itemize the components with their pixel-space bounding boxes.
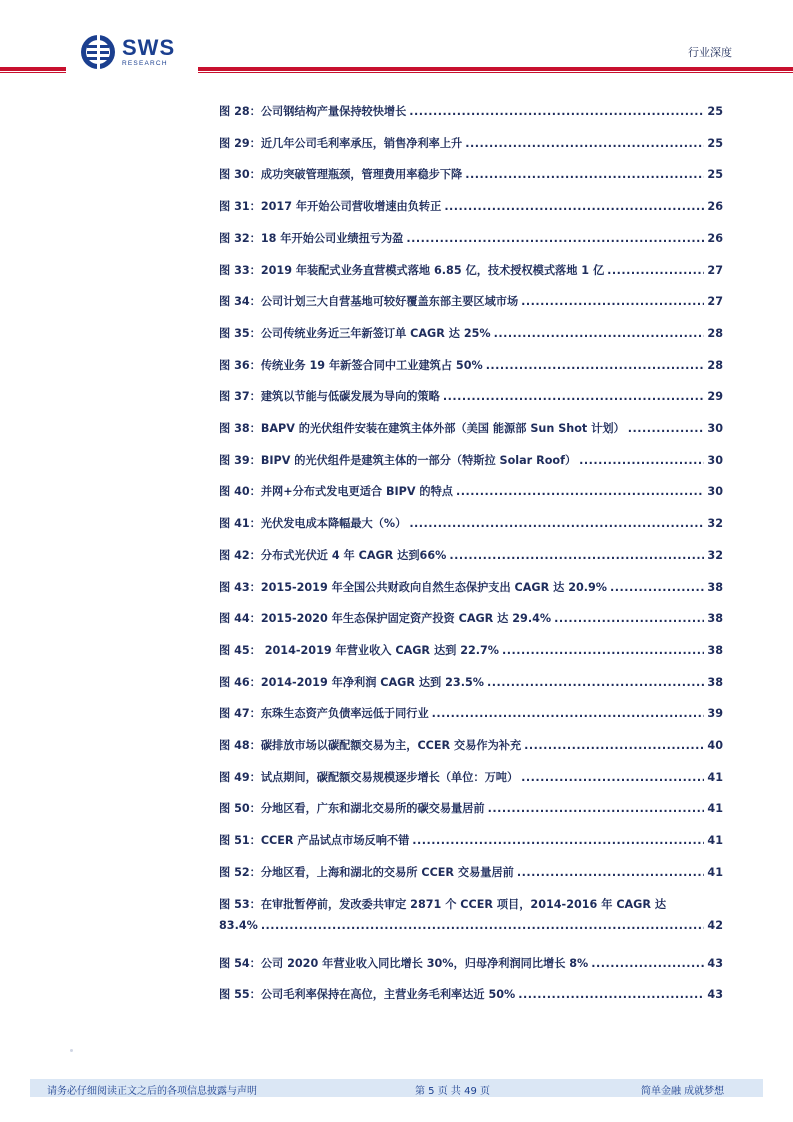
footer-page-number: 第 5 页 共 49 页 xyxy=(415,1086,490,1097)
toc-entry-title: 图 44：2015-2020 年生态保护固定资产投资 CAGR 达 29.4% xyxy=(219,612,552,626)
toc-entry-title: 图 35：公司传统业务近三年新签订单 CAGR 达 25% xyxy=(219,326,491,340)
toc-leader-dots xyxy=(607,264,704,277)
toc-entry-page: 26 xyxy=(707,231,723,245)
toc-entry[interactable] xyxy=(219,293,723,309)
toc-entry-title: 图 42：分布式光伏近 4 年 CAGR 达到66% xyxy=(219,548,447,562)
toc-leader-dots xyxy=(432,707,705,720)
toc-entry[interactable] xyxy=(219,452,723,468)
toc-leader-dots xyxy=(443,390,705,403)
logo-name: SWS xyxy=(122,34,176,60)
toc-entry-title: 图 49：试点期间，碳配额交易规模逐步增长（单位：万吨） xyxy=(219,770,519,784)
toc-entry-page: 28 xyxy=(707,358,723,372)
toc-entry[interactable] xyxy=(219,737,723,753)
toc-entry-title: 图 39：BIPV 的光伏组件是建筑主体的一部分（特斯拉 Solar Roof） xyxy=(219,453,577,467)
toc-entry-title: 图 55：公司毛利率保持在高位，主营业务毛利率达近 50% xyxy=(219,988,516,1002)
toc-leader-dots xyxy=(517,866,705,879)
sws-logo xyxy=(80,30,175,74)
toc-entry-page: 41 xyxy=(707,834,723,848)
toc-leader-dots xyxy=(554,612,704,625)
toc-entry-page: 32 xyxy=(707,517,723,531)
toc-entry-page: 25 xyxy=(707,105,723,118)
footer-disclaimer: 请务必仔细阅读正文之后的各项信息披露与声明 xyxy=(47,1086,257,1097)
toc-leader-dots xyxy=(610,581,704,594)
toc-entry-title: 图 50：分地区看，广东和湖北交易所的碳交易量居前 xyxy=(219,802,485,816)
logo-subtitle: RESEARCH xyxy=(122,59,168,67)
toc-leader-dots xyxy=(465,168,704,181)
toc-leader-dots xyxy=(409,517,704,530)
toc-leader-dots xyxy=(524,739,704,752)
toc-entry-page: 43 xyxy=(707,956,723,970)
toc-entry-page: 41 xyxy=(707,865,723,879)
report-type-label: 行业深度 xyxy=(688,46,732,59)
toc-entry-title: 图 37：建筑以节能与低碳发展为导向的策略 xyxy=(219,390,440,404)
toc-entry-page: 30 xyxy=(707,485,723,499)
decorative-dot xyxy=(70,1049,73,1052)
toc-entry[interactable] xyxy=(219,388,723,404)
toc-leader-dots xyxy=(518,988,704,1001)
toc-leader-dots xyxy=(486,359,705,372)
toc-entry-title: 图 33：2019 年装配式业务直营模式落地 6.85 亿，技术授权模式落地 1 亿 xyxy=(219,263,605,277)
toc-entry[interactable] xyxy=(219,986,723,1002)
toc-entry-page: 30 xyxy=(707,453,723,467)
toc-leader-dots xyxy=(444,200,704,213)
toc-entry[interactable] xyxy=(219,547,723,563)
toc-entry-page: 26 xyxy=(707,200,723,214)
toc-entry-title: 图 45： 2014-2019 年营业收入 CAGR 达到 22.7% xyxy=(219,643,500,657)
toc-leader-dots xyxy=(579,454,704,467)
toc-entry[interactable] xyxy=(219,483,723,499)
toc-leader-dots xyxy=(456,485,704,498)
toc-entry-page: 39 xyxy=(707,707,723,721)
toc-entry[interactable] xyxy=(219,674,723,690)
sws-logo-icon xyxy=(80,34,116,70)
header-rule-left-thin xyxy=(0,72,66,73)
toc-entry-title: 图 36：传统业务 19 年新签合同中工业建筑占 50% xyxy=(219,358,483,372)
toc-entry[interactable] xyxy=(219,135,723,151)
toc-entry-page: 38 xyxy=(707,643,723,657)
toc-leader-dots xyxy=(521,295,704,308)
toc-entry[interactable] xyxy=(219,262,723,278)
toc-leader-dots xyxy=(261,919,705,932)
toc-entry[interactable] xyxy=(219,610,723,626)
toc-entry[interactable] xyxy=(219,832,723,848)
toc-entry-title: 图 40：并网+分布式发电更适合 BIPV 的特点 xyxy=(219,485,453,499)
toc-entry-title: 图 38：BAPV 的光伏组件安装在建筑主体外部（美国 能源部 Sun Shot 计划） xyxy=(219,422,625,435)
toc-entry[interactable] xyxy=(219,420,723,436)
toc-entry[interactable] xyxy=(219,800,723,816)
toc-entry-page: 27 xyxy=(707,295,723,309)
toc-entry[interactable] xyxy=(219,769,723,785)
toc-entry-title: 图 47：东珠生态资产负债率远低于同行业 xyxy=(219,707,429,721)
page-footer xyxy=(30,1079,763,1097)
toc-entry[interactable] xyxy=(219,705,723,721)
toc-entry-title: 图 51：CCER 产品试点市场反响不错 xyxy=(219,834,410,848)
toc-entry-title: 图 29：近几年公司毛利率承压，销售净利率上升 xyxy=(219,136,463,150)
toc-entry-page: 38 xyxy=(707,580,723,594)
toc-entry-title: 图 52：分地区看，上海和湖北的交易所 CCER 交易量居前 xyxy=(219,865,514,879)
toc-entry[interactable] xyxy=(219,103,723,119)
toc-leader-dots xyxy=(591,957,704,970)
toc-entry-title: 图 31：2017 年开始公司营收增速由负转正 xyxy=(219,200,442,214)
toc-entry-title: 图 54：公司 2020 年营业收入同比增长 30%，归母净利润同比增长 8% xyxy=(219,956,589,970)
toc-leader-dots xyxy=(488,802,705,815)
toc-entry-title: 图 32：18 年开始公司业绩扭亏为盈 xyxy=(219,231,404,245)
toc-leader-dots xyxy=(502,644,704,657)
toc-entry-title: 图 28：公司钢结构产量保持较快增长 xyxy=(219,105,407,118)
header-rule-right-thin xyxy=(198,72,793,73)
toc-leader-dots xyxy=(521,771,704,784)
toc-entry[interactable] xyxy=(219,230,723,246)
toc-entry-wrapped[interactable] xyxy=(219,896,723,932)
footer-slogan: 简单金融 成就梦想 xyxy=(641,1086,725,1097)
toc-entry[interactable] xyxy=(219,515,723,531)
toc-entry-title: 图 41：光伏发电成本降幅最大（%） xyxy=(219,517,407,531)
header-rule-right xyxy=(198,67,793,71)
toc-entry-page: 32 xyxy=(707,548,723,562)
toc-leader-dots xyxy=(494,327,705,340)
header-rule-left xyxy=(0,67,66,71)
toc-entry-title: 图 34：公司计划三大自营基地可较好覆盖东部主要区域市场 xyxy=(219,295,519,309)
toc-entry-page: 27 xyxy=(707,263,723,277)
toc-entry-page: 25 xyxy=(707,168,723,182)
toc-leader-dots xyxy=(449,549,704,562)
page-header xyxy=(0,0,793,80)
toc-leader-dots xyxy=(465,137,704,150)
toc-leader-dots xyxy=(412,834,704,847)
toc-leader-dots xyxy=(409,105,704,118)
toc-entry[interactable] xyxy=(219,579,723,595)
toc-entry-title: 图 30：成功突破管理瓶颈，管理费用率稳步下降 xyxy=(219,168,463,182)
toc-entry-page: 40 xyxy=(707,739,723,752)
toc-entry[interactable] xyxy=(219,642,723,658)
toc-leader-dots xyxy=(406,232,704,245)
toc-entry-line2 xyxy=(219,919,723,932)
toc-entry-page: 29 xyxy=(707,390,723,404)
toc-entry[interactable] xyxy=(219,325,723,341)
toc-entry-title: 图 48：碳排放市场以碳配额交易为主，CCER 交易作为补充 xyxy=(219,739,522,752)
toc-entry-page: 43 xyxy=(707,988,723,1002)
toc-entry-title: 图 43：2015-2019 年全国公共财政向自然生态保护支出 CAGR 达 20.9% xyxy=(219,580,608,594)
toc-entry[interactable] xyxy=(219,864,723,880)
toc-entry[interactable] xyxy=(219,198,723,214)
toc-entry-title-line1: 图 53：在审批暂停前，发改委共审定 2871 个 CCER 项目，2014-2016 年 CAGR 达 xyxy=(219,897,667,911)
toc-entry-page: 41 xyxy=(707,770,723,784)
toc-entry-page: 28 xyxy=(707,326,723,340)
toc-entry-title-line2: 83.4% xyxy=(219,918,258,932)
toc-entry-page: 30 xyxy=(707,422,723,435)
toc-entry[interactable] xyxy=(219,166,723,182)
toc-leader-dots xyxy=(628,422,705,435)
toc-entry-page: 38 xyxy=(707,675,723,689)
toc-entry-page: 25 xyxy=(707,136,723,150)
toc-entry-page: 41 xyxy=(707,802,723,816)
toc-leader-dots xyxy=(487,676,704,689)
toc-entry[interactable] xyxy=(219,357,723,373)
toc-entry-title: 图 46：2014-2019 年净利润 CAGR 达到 23.5% xyxy=(219,675,484,689)
toc-entry-page: 42 xyxy=(707,918,723,932)
toc-entry[interactable] xyxy=(219,955,723,971)
toc-entry-page: 38 xyxy=(707,612,723,626)
